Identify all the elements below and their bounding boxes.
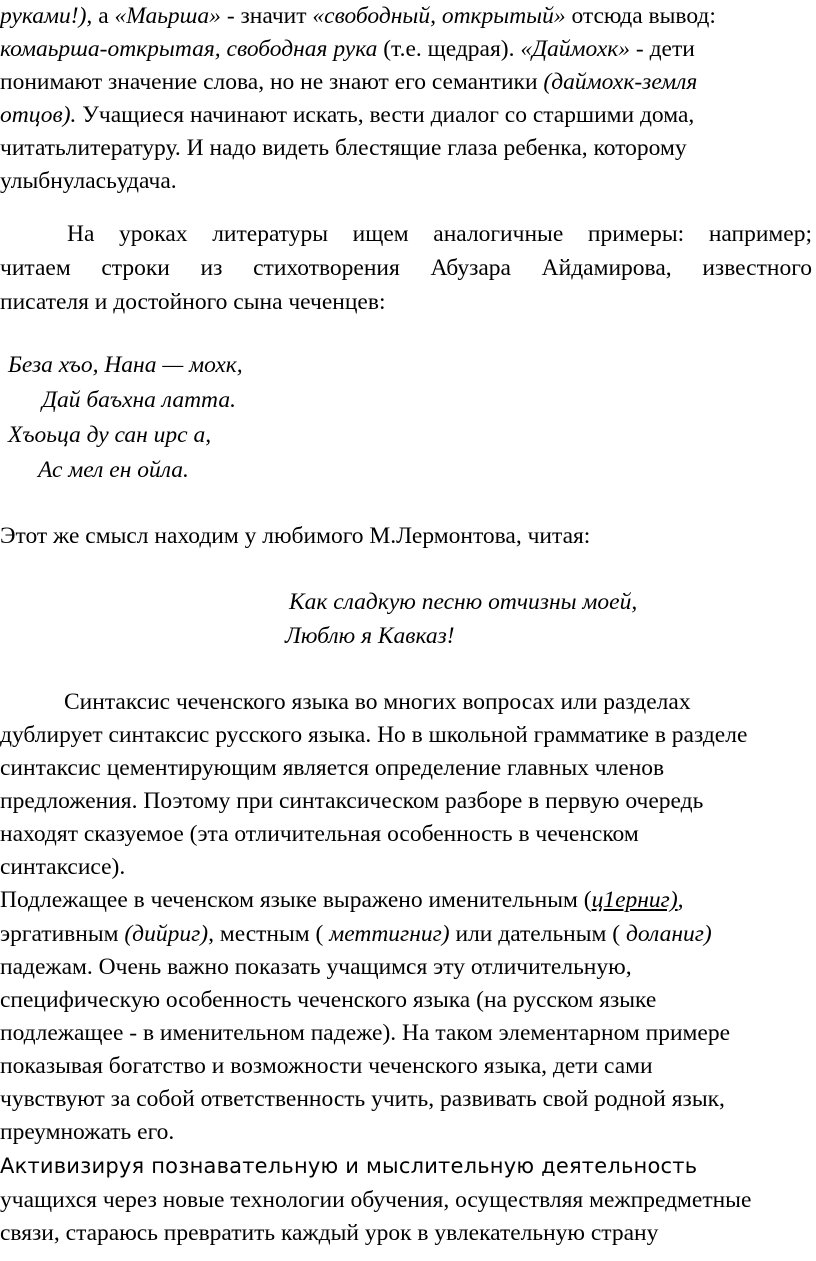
p4-line-4: предложения. Поэтому при синтаксическом разборе в первую очередь (0, 788, 704, 814)
p5-l2-f: доланиг) (626, 921, 712, 947)
p5-l2-c: местным ( (213, 921, 330, 947)
p5-line-6: показывая богатство и возможности чеченского языка, дети сами (0, 1053, 653, 1079)
p5-line-8: преумножать его. (0, 1119, 175, 1145)
p1-l3-b: (даймохк-земля (543, 69, 698, 95)
p1-line-3 (0, 65, 697, 99)
p4-line-6: синтаксисе). (0, 854, 126, 880)
p3-line: Этот же смысл находим у любимого М.Лермонтова, читая: (0, 523, 591, 549)
poem1-line-4: Ас мел ен ойла. (38, 457, 189, 483)
p5-line-1 (0, 883, 684, 917)
p6-line-1: Активизируя познавательную и мыслительную деятельность (0, 1154, 698, 1178)
p5-l1-b: ц1ерниг) (591, 887, 678, 913)
poem1-line-3: Хъоьца ду сан ирс а, (8, 422, 212, 448)
p4-line-1: Синтаксис чеченского языка во многих вопросах или разделах (64, 689, 691, 715)
p1-l1-c: «Маьрша» (114, 3, 221, 29)
p1-l3-a: понимают значение слова, но не знают его семантики (0, 69, 544, 95)
p1-l1-a: руками!), (0, 3, 93, 29)
p2-line-2: читаем строки из стихотворения Абузара Айдамирова, известного (0, 255, 812, 281)
poem1-line-1: Беза хъо, Нана — мохк, (8, 352, 243, 378)
p4-line-3: синтаксис цементирующим является определение главных членов (0, 755, 665, 781)
p1-l2-a: комаьрша-открытая, свободная рука (0, 36, 378, 62)
p1-line-6: улыбнуласьудача. (0, 168, 177, 194)
p1-line-4 (0, 98, 694, 132)
p1-l4-b: Учащиеся начинают искать, вести диалог со старшими дома, (76, 102, 695, 128)
p5-line-7: чувствуют за собой ответственность учить, развивать свой родной язык, (0, 1086, 725, 1112)
poem2-line-2: Люблю я Кавказ! (285, 623, 455, 649)
p1-line-1 (0, 0, 716, 33)
p4-line-2: дублирует синтаксис русского языка. Но в школьной грамматике в разделе (0, 722, 748, 748)
p5-l2-b: (дийриг), (124, 921, 214, 947)
poem2-line-1: Как сладкую песню отчизны моей, (289, 589, 638, 615)
p2-line-1: На уроках литературы ищем аналогичные примеры: например; (67, 221, 812, 247)
p1-line-2 (0, 32, 695, 66)
p5-line-4: специфическую особенность чеченского языка (на русском языке (0, 987, 657, 1013)
p6-line-2: учащихся через новые технологии обучения, осуществляя межпредметные (0, 1187, 752, 1213)
p1-l4-a: отцов). (0, 102, 77, 128)
p1-l1-e: «свободный, открытый» (312, 3, 566, 29)
p5-line-3: падежам. Очень важно показать учащимся эту отличительную, (0, 954, 632, 980)
p1-l1-f: отсюда вывод: (565, 3, 716, 29)
poem1-line-2: Дай баъхна латта. (42, 387, 236, 413)
p1-line-5: читатьлитературу. И надо видеть блестящие глаза ребенка, которому (0, 135, 687, 161)
p5-l1-a: Подлежащее в чеченском языке выражено именительным ( (0, 887, 592, 913)
p1-l2-d: - дети (630, 36, 695, 62)
p5-l2-d: меттигниг) (329, 921, 450, 947)
p4-line-5: находят сказуемое (эта отличительная особенность в чеченском (0, 821, 639, 847)
p5-line-5: подлежащее - в именительном падеже). На таком элементарном примере (0, 1020, 731, 1046)
p6-line-3: связи, стараюсь превратить каждый урок в увлекательную страну (0, 1220, 659, 1246)
p1-l2-c: «Даймохк» (520, 36, 631, 62)
p5-l2-e: или дательным ( (449, 921, 626, 947)
p5-l1-c: , (677, 887, 684, 913)
p2-line-3: писателя и достойного сына чеченцев: (0, 289, 386, 315)
p1-l1-b: а (92, 3, 115, 29)
p1-l2-b: (т.е. щедрая). (377, 36, 521, 62)
p1-l1-d: - значит (220, 3, 313, 29)
p5-l2-a: эргативным (0, 921, 125, 947)
p5-line-2 (0, 917, 712, 951)
